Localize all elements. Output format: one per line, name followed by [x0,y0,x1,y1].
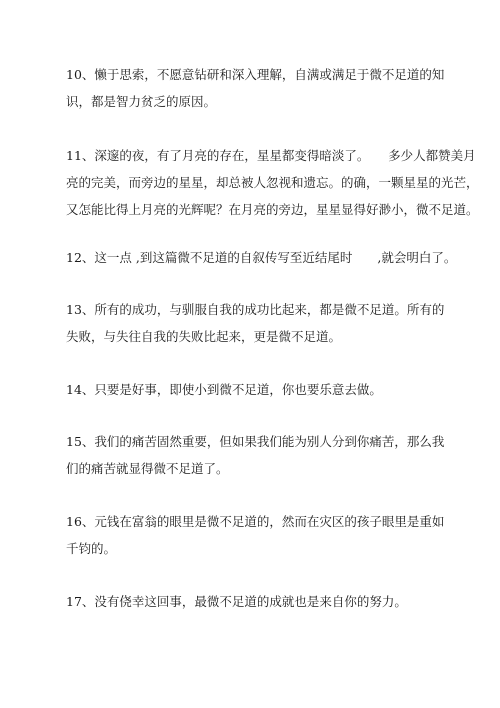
paragraph-17 [66,588,446,615]
paragraph-line: 14、只要是好事，即使小到微不足道，你也要乐意去做。 [66,382,382,397]
paragraph-line: 13、所有的成功，与驯服自我的成功比起来，都是微不足道。所有的 [66,302,445,317]
paragraph-16 [66,508,446,562]
paragraph-line: 12、这一点 ,到这篇微不足道的自叙传写至近结尾时 ,就会明白了。 [66,250,457,265]
paragraph-line: 10、懒于思索，不愿意钻研和深入理解，自满或满足于微不足道的知 [66,67,445,82]
paragraph-11 [66,142,479,223]
paragraph-14 [66,376,446,403]
paragraph-15 [66,428,446,482]
paragraph-line: 失败，与失往自我的失败比起来，更是微不足道。 [66,329,342,344]
paragraph-line: 千钧的。 [66,541,117,556]
paragraph-13 [66,296,446,350]
paragraph-line: 16、元钱在富翁的眼里是微不足道的，然而在灾区的孩子眼里是重如 [66,514,445,529]
paragraph-10 [66,61,446,115]
paragraph-line: 15、我们的痛苦固然重要，但如果我们能为别人分到你痛苦，那么我 [66,434,445,449]
paragraph-line: 又怎能比得上月亮的光辉呢？在月亮的旁边，星星显得好渺小，微不足道。 [66,202,479,217]
paragraph-line: 17、没有侥幸这回事，最微不足道的成就也是来自你的努力。 [66,594,407,609]
paragraph-line: 11、深邃的夜，有了月亮的存在，星星都变得暗淡了。 多少人都赞美月 [66,148,476,163]
paragraph-12 [66,244,457,271]
paragraph-line: 们的痛苦就显得微不足道了。 [66,461,229,476]
paragraph-line: 识，都是智力贫乏的原因。 [66,94,217,109]
paragraph-line: 亮的完美，而旁边的星星，却总被人忽视和遗忘。的确，一颗星星的光芒， [66,175,479,190]
